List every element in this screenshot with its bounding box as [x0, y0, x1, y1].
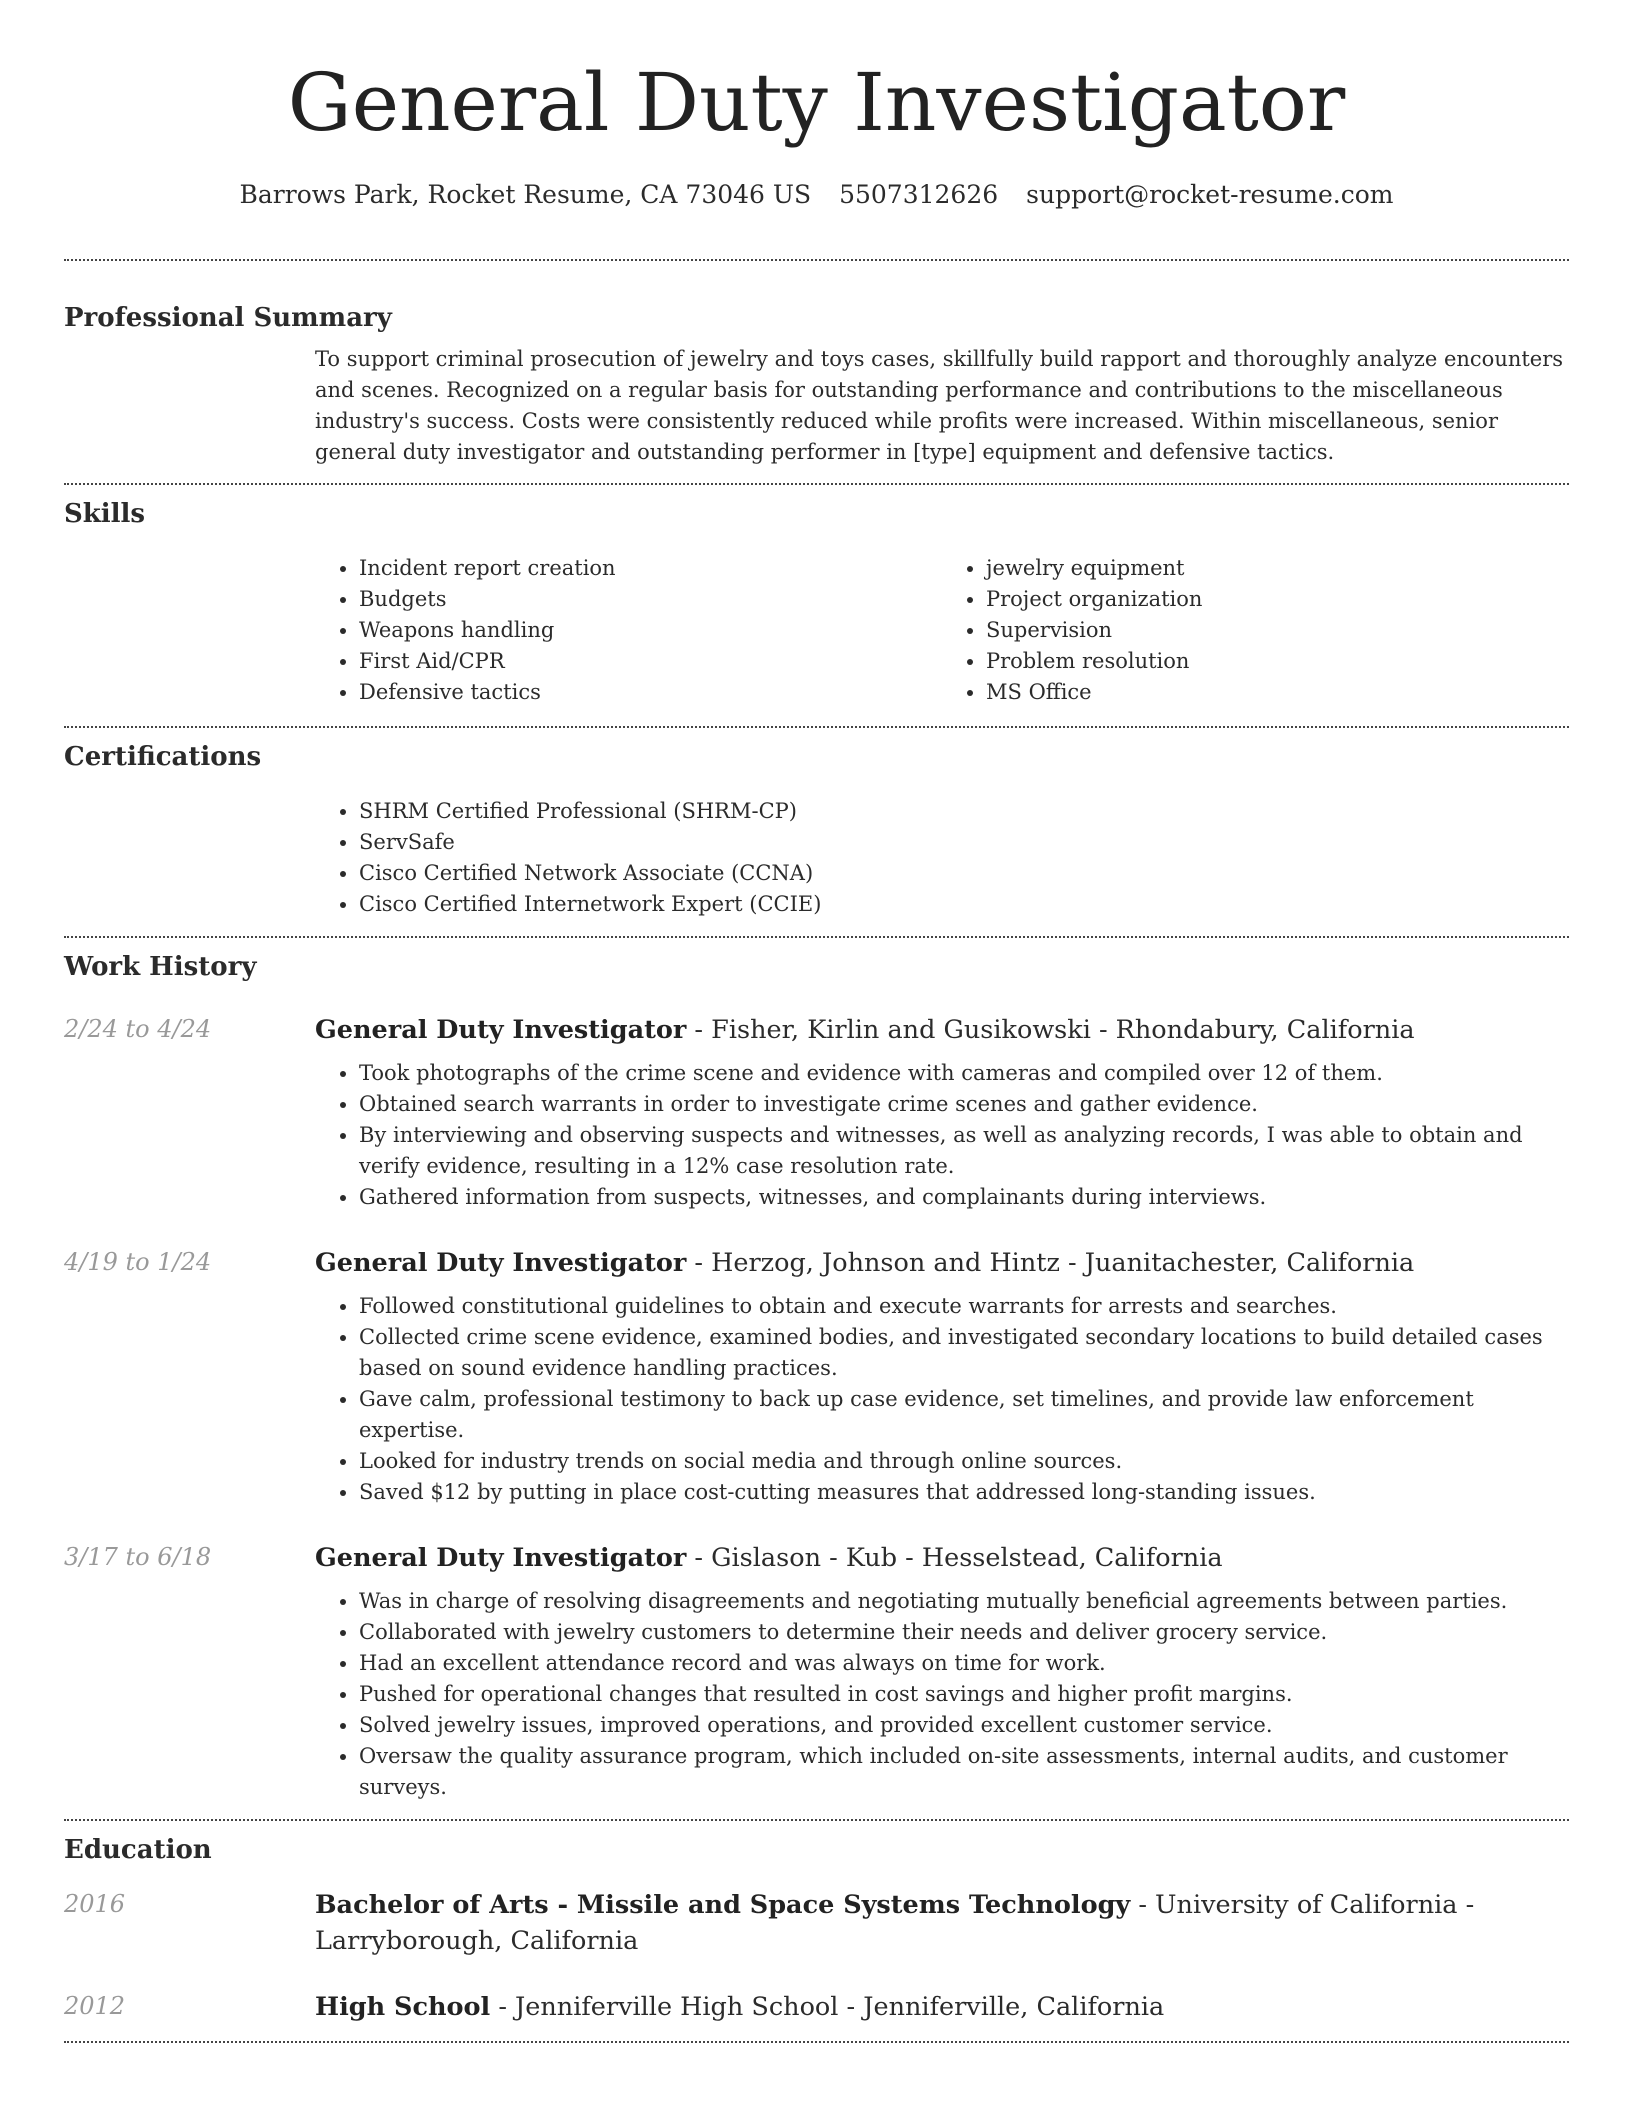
job-role: General Duty Investigator [315, 1015, 687, 1045]
skill-item: • MS Office [986, 677, 1569, 708]
job-title-line [315, 1245, 1414, 1281]
job-bullet: • Collected crime scene evidence, examined bodies, and investigated secondary locations to build detailed cases based on sound evidence handling practices. [359, 1322, 1569, 1384]
section-title-certifications: Certifications [64, 742, 262, 772]
section-title-education: Education [64, 1835, 212, 1865]
resume-header [64, 0, 1569, 212]
job-bullets [315, 1058, 1569, 1213]
job-bullet: • By interviewing and observing suspects and witnesses, as well as analyzing records, I was able to obtain and verify evidence, resulting in a 12% case resolution rate. [359, 1120, 1569, 1182]
job-bullet: • Oversaw the quality assurance program, which included on-site assessments, internal audits, and customer surveys. [359, 1741, 1569, 1803]
job-title-line [315, 1540, 1223, 1576]
work-history-section [64, 950, 1569, 1803]
skill-item: • Weapons handling [359, 615, 942, 646]
job-dates: 3/17 to 6/18 [64, 1543, 212, 1571]
job-entry [64, 1012, 1569, 1213]
skills-list-left [315, 553, 942, 708]
job-bullet: • Had an excellent attendance record and was always on time for work. [359, 1648, 1569, 1679]
job-bullet: • Gathered information from suspects, witnesses, and complainants during interviews. [359, 1182, 1569, 1213]
contact-line [64, 178, 1569, 212]
job-bullet: • Saved $12 by putting in place cost-cutting measures that addressed long-standing issues. [359, 1477, 1569, 1508]
divider [64, 1819, 1569, 1821]
divider [64, 936, 1569, 938]
skill-item: • First Aid/CPR [359, 646, 942, 677]
education-year: 2012 [64, 1992, 126, 2020]
education-title-line [315, 1887, 1569, 1959]
certification-item: • SHRM Certified Professional (SHRM-CP) [359, 796, 1569, 827]
divider [64, 726, 1569, 728]
skills-grid [315, 553, 1569, 708]
certifications-list [315, 796, 1569, 920]
job-entry [64, 1245, 1569, 1508]
certification-item: • Cisco Certified Internetwork Expert (CCIE) [359, 889, 1569, 920]
education-entry [64, 1887, 1569, 1959]
job-bullet: • Was in charge of resolving disagreements and negotiating mutually beneficial agreements between parties. [359, 1586, 1569, 1617]
jobs-container [64, 1012, 1569, 1803]
education-container [64, 1887, 1569, 2025]
section-title-summary: Professional Summary [64, 303, 392, 333]
skill-item: • Supervision [986, 615, 1569, 646]
section-title-skills: Skills [64, 499, 146, 529]
job-bullet: • Gave calm, professional testimony to back up case evidence, set timelines, and provide law enforcement expertise. [359, 1384, 1569, 1446]
certification-item: • ServSafe [359, 827, 1569, 858]
education-section [64, 1833, 1569, 2025]
job-dates: 2/24 to 4/24 [64, 1015, 212, 1043]
certifications-section [64, 740, 1569, 920]
education-degree: Bachelor of Arts - Missile and Space Systems Technology [315, 1890, 1131, 1920]
skill-item: • Problem resolution [986, 646, 1569, 677]
contact-address: Barrows Park, Rocket Resume, CA 73046 US [239, 180, 812, 209]
skill-item: • Budgets [359, 584, 942, 615]
education-degree: High School [315, 1992, 491, 2022]
skill-item: • jewelry equipment [986, 553, 1569, 584]
job-bullet: • Solved jewelry issues, improved operations, and provided excellent customer service. [359, 1710, 1569, 1741]
skills-list-right [942, 553, 1569, 708]
job-employer-location: - Fisher, Kirlin and Gusikowski - Rhondabury, California [686, 1015, 1415, 1045]
contact-email[interactable]: support@rocket-resume.com [1026, 180, 1394, 209]
job-bullet: • Pushed for operational changes that resulted in cost savings and higher profit margins. [359, 1679, 1569, 1710]
job-role: General Duty Investigator [315, 1248, 687, 1278]
divider [64, 483, 1569, 485]
education-entry [64, 1989, 1569, 2025]
job-bullets [315, 1291, 1569, 1508]
job-bullet: • Looked for industry trends on social media and through online sources. [359, 1446, 1569, 1477]
job-title-line [315, 1012, 1415, 1048]
certification-item: • Cisco Certified Network Associate (CCNA) [359, 858, 1569, 889]
summary-text: To support criminal prosecution of jewelry and toys cases, skillfully build rapport and thoroughly analyze encounters and scenes. Recognized on a regular basis for outstanding performance and contributions to the miscellaneous industry's success. Costs were consistently reduced while profits were increased. Within miscellaneous, senior general duty investigator and outstanding performer in [type] equipment and defensive tactics. [315, 347, 1564, 464]
job-header [64, 1245, 1569, 1281]
job-dates: 4/19 to 1/24 [64, 1248, 212, 1276]
job-employer-location: - Herzog, Johnson and Hintz - Juanitachester, California [686, 1248, 1415, 1278]
skill-item: • Incident report creation [359, 553, 942, 584]
job-entry [64, 1540, 1569, 1803]
job-bullet: • Followed constitutional guidelines to obtain and execute warrants for arrests and searches. [359, 1291, 1569, 1322]
job-header [64, 1540, 1569, 1576]
contact-phone: 5507312626 [839, 180, 999, 209]
candidate-name: General Duty Investigator [287, 56, 1346, 149]
divider [64, 259, 1569, 261]
job-role: General Duty Investigator [315, 1543, 687, 1573]
education-school-location: - Jenniferville High School - Jenniferville, California [490, 1992, 1165, 2022]
education-year: 2016 [64, 1890, 126, 1918]
skill-item: • Project organization [986, 584, 1569, 615]
education-school-location: - University of California - Larryborough, California [315, 1890, 1475, 1956]
job-bullet: • Obtained search warrants in order to investigate crime scenes and gather evidence. [359, 1089, 1569, 1120]
job-bullet: • Collaborated with jewelry customers to determine their needs and deliver grocery service. [359, 1617, 1569, 1648]
section-title-work-history: Work History [64, 952, 257, 982]
divider [64, 2041, 1569, 2043]
job-employer-location: - Gislason - Kub - Hesselstead, California [686, 1543, 1223, 1573]
job-bullets [315, 1586, 1569, 1803]
summary-section [64, 301, 1569, 468]
job-header [64, 1012, 1569, 1048]
resume-page [64, 0, 1569, 2043]
skills-section [64, 497, 1569, 708]
skill-item: • Defensive tactics [359, 677, 942, 708]
job-bullet: • Took photographs of the crime scene and evidence with cameras and compiled over 12 of them. [359, 1058, 1569, 1089]
education-title-line [315, 1989, 1164, 2025]
certifications-body [315, 796, 1569, 920]
